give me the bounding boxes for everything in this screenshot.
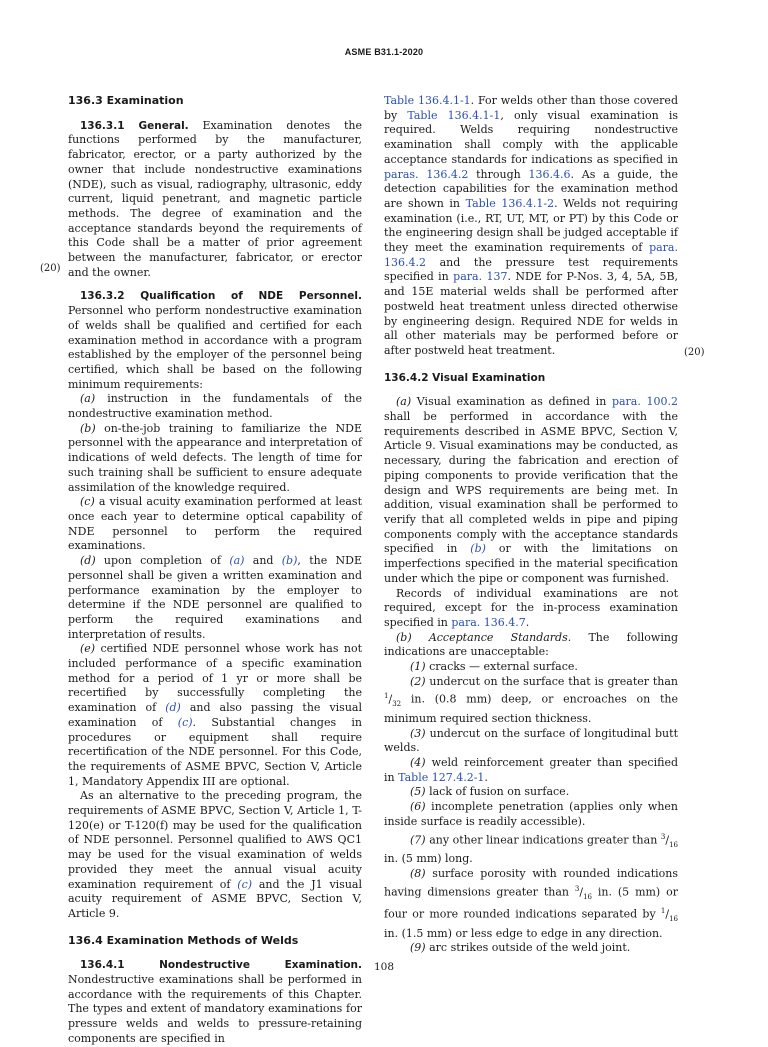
paragraph-136-3-1 — [68, 119, 362, 281]
paragraph-text: through — [468, 167, 529, 181]
list-item-e — [68, 642, 362, 789]
item-marker: (9) — [410, 941, 426, 955]
fraction-numerator: 3 — [660, 832, 666, 841]
sub-item-3 — [384, 727, 678, 756]
item-marker: (1) — [410, 660, 426, 674]
para-ref-link[interactable]: para. 136.4.7 — [451, 615, 526, 629]
page-number: 108 — [373, 961, 395, 973]
item-marker: (5) — [410, 785, 426, 799]
cross-ref-link[interactable]: (c) — [237, 877, 253, 891]
fraction-numerator: 1 — [384, 692, 389, 701]
item-text: in. (0.8 mm) deep, or encroaches on the minimum required section thickness. — [384, 693, 678, 725]
cross-ref-link[interactable]: (a) — [229, 554, 245, 568]
sub-item-2: (2) undercut on the surface that is greater than $^1/_{32}$ in. (0.8 mm) deep, or encroaches on the minimum required section thickness. — [384, 674, 678, 725]
cross-ref-link[interactable]: (b) — [470, 542, 486, 556]
heading-136-3-1: 136.3.1 General. — [80, 119, 189, 132]
table-ref-link[interactable]: Table 136.4.1-1 — [407, 108, 501, 122]
paragraph-text: shall be performed in accordance with the requirements described in ASME BPVC, Section V, Article 9. Visual examinations may be conducted, as necessary, during the fabrication and erection of piping components to provide verification that the design and WPS requirements are being met. In addition, visual examination shall be performed to verify that all completed welds in pipe and piping components comply with the acceptance standards specified in — [384, 410, 678, 556]
paragraph-text: . As a guide, the detection capabilities for the examination method are shown in — [384, 167, 678, 210]
running-header: ASME B31.1-2020 — [344, 47, 424, 57]
para-ref-link[interactable]: para. 136.4.2 — [384, 241, 678, 269]
item-text: and also passing the visual examination of — [68, 701, 362, 729]
sub-item-4 — [384, 756, 678, 785]
para-ref-link[interactable]: para. 100.2 — [611, 395, 678, 409]
paragraph-text: Personnel who perform nondestructive examination of welds shall be qualified and certified for each examination method in accordance with a program established by the employer of the personnel being certified, which shall be based on the following minimum requirements: — [68, 304, 362, 391]
right-column — [384, 94, 678, 956]
fraction-numerator: 1 — [660, 907, 666, 916]
item-text: undercut on the surface that is greater than — [425, 674, 678, 688]
item-marker: (a) — [80, 392, 96, 406]
fraction-denominator: 16 — [669, 914, 678, 923]
item-text: , the NDE personnel shall be given a written examination and performance examination by the employer to determine if the NDE personnel are qualified to perform the required examinations and interpretation of results. — [68, 554, 362, 641]
sub-item-7: (7) any other linear indications greater than $^3/_{16}$ in. (5 mm) long. — [384, 832, 678, 866]
revision-margin-note-right: (20) — [684, 347, 705, 358]
paragraph-text: . For welds other than those covered by — [384, 94, 678, 122]
section-heading-136-3: 136.3 Examination — [68, 94, 184, 107]
item-marker: (d) — [80, 554, 96, 568]
sub-item-1 — [384, 660, 678, 675]
item-text: instruction in the fundamentals of the nondestructive examination method. — [68, 392, 362, 421]
item-text: upon completion of — [95, 554, 230, 568]
para-ref-link[interactable]: paras. 136.4.2 — [384, 167, 469, 181]
section-heading-136-4: 136.4 Examination Methods of Welds — [68, 933, 299, 947]
item-text: in. (5 mm) long. — [384, 852, 473, 866]
item-text: . Substantial changes in procedures or equipment shall require recertification of the NDE personnel. For this Code, the requirements of ASME BPVC, Section V, Article 1, Mandatory Appendix III are optional. — [68, 715, 362, 788]
sub-item-5 — [384, 785, 678, 800]
paragraph-text: and the pressure test requirements specified in — [384, 255, 678, 284]
item-marker: (b) — [80, 421, 96, 435]
heading-136-4-1: 136.4.1 Nondestructive Examination. — [80, 959, 362, 972]
fraction-denominator: 16 — [583, 892, 592, 901]
left-column — [68, 94, 362, 1047]
paragraph-text: . NDE for P-Nos. 3, 4, 5A, 5B, and 15E material welds shall be performed after postweld heat treatment unless directed otherwise by engineering design. Required NDE for welds in all other materials may be performed before or after postweld heat treatment. — [384, 270, 679, 357]
fraction-denominator: 32 — [392, 700, 402, 709]
paragraph-text: . Welds not requiring examination (i.e., RT, UT, MT, or PT) by this Code or the engineering design shall be judged acceptable if they meet the examination requirements of — [384, 196, 678, 255]
paragraph-alternative — [68, 789, 362, 921]
item-marker: (8) — [410, 866, 426, 880]
item-text: . — [484, 770, 488, 784]
cross-ref-link[interactable]: (c) — [177, 715, 193, 729]
item-marker: (4) — [410, 756, 426, 770]
paragraph-records — [384, 587, 678, 631]
section-heading-136-4-2: 136.4.2 Visual Examination — [384, 371, 546, 384]
item-text: on-the-job training to familiarize the NDE personnel with the appearance and interpretation of indications of weld defects. The length of time for such training shall be sufficient to ensure adequate assimilation of the knowledge required. — [68, 421, 362, 494]
sub-item-8: (8) surface porosity with rounded indications having dimensions greater than $^3/_{16}$ in. (5 mm) or four or more rounded indications separated by $^1/_{16}$ in. (1.5 mm) or less edge to edge in any direction. — [384, 866, 678, 940]
item-text: certified NDE personnel whose work has not included performance of a specific examination method for a period of 1 yr or more shall be recertified by successfully completing the examination of — [68, 642, 362, 715]
item-marker: (2) — [410, 674, 426, 688]
paragraph-text: or with the limitations on imperfections specified in the material specification under which the pipe or component was furnished. — [384, 542, 679, 585]
fraction-numerator: 3 — [574, 884, 580, 893]
paragraph-text: Visual examination as defined in — [411, 395, 612, 409]
item-text: lack of fusion on surface. — [425, 785, 570, 799]
list-item-c — [68, 495, 362, 554]
revision-margin-note-left: (20) — [40, 263, 61, 274]
item-marker: (c) — [80, 495, 95, 509]
list-item-d — [68, 554, 362, 642]
table-ref-link[interactable]: Table 136.4.1-2 — [465, 196, 555, 210]
item-text: surface porosity with rounded indications having dimensions greater than — [384, 866, 678, 899]
sub-item-6 — [384, 800, 678, 829]
table-ref-link[interactable]: Table 136.4.1-1 — [384, 94, 471, 107]
item-marker: (e) — [80, 642, 96, 656]
list-item-b — [68, 422, 362, 496]
item-marker: (6) — [410, 800, 426, 814]
list-item-a — [68, 392, 362, 421]
item-text: in. (1.5 mm) or less edge to edge in any direction. — [384, 926, 663, 940]
paragraph-text: Records of individual examinations are not required, except for the in-process examination specified in — [384, 586, 678, 629]
para-ref-link[interactable]: 136.4.6 — [528, 167, 571, 181]
para-ref-link[interactable]: para. 137 — [453, 270, 508, 284]
item-text: weld reinforcement greater than specified in — [384, 756, 678, 784]
item-text: a visual acuity examination performed at least once each year to determine optical capability of NDE personnel to perform the required examinations. — [68, 495, 362, 553]
paragraph-acceptance-b — [384, 631, 678, 660]
cross-ref-link[interactable]: (d) — [165, 701, 181, 715]
sub-item-9 — [384, 941, 678, 956]
cross-ref-link[interactable]: (b) — [281, 554, 298, 568]
paragraph-text: The following indications are unacceptable: — [384, 630, 678, 659]
item-text: undercut on the surface of longitudinal butt welds. — [384, 726, 678, 755]
paragraph-text: As an alternative to the preceding program, the requirements of ASME BPVC, Section V, Article 1, T-120(e) or T-120(f) may be used for the qualification of NDE personnel. Personnel qualified to AWS QC1 may be used for the visual examination of welds provided they meet the annual visual acuity examination requirement of — [68, 789, 362, 891]
fraction-denominator: 16 — [669, 840, 678, 849]
acceptance-standards-title: Acceptance Standards. — [411, 630, 572, 644]
paragraph-visual-a — [384, 395, 678, 586]
paragraph-text: and the J1 visual acuity requirement of ASME BPVC, Section V, Article 9. — [68, 877, 362, 920]
paragraph-136-3-2 — [68, 289, 362, 392]
item-marker: (a) — [396, 395, 412, 409]
item-text: and — [244, 554, 282, 568]
paragraph-text: , only visual examination is required. Welds requiring nondestructive examination shall comply with the applicable acceptance standards for indications as specified in — [384, 108, 678, 166]
paragraph-text: . — [525, 615, 530, 629]
paragraph-text: Examination denotes the functions performed by the manufacturer, fabricator, erector, or a party authorized by the owner that include nondestructive examinations (NDE), such as visual, radiography, ultrasonic, eddy current, liquid penetrant, and magnetic particle methods. The degree of examination and the acceptance standards beyond the requirements of this Code shall be a matter of prior agreement between the manufacturer, fabricator, or erector and the owner. — [68, 118, 362, 279]
item-marker: (3) — [410, 726, 426, 740]
item-text: in. (5 mm) or four or more rounded indications separated by — [384, 885, 678, 921]
item-text: incomplete penetration (applies only when inside surface is readily accessible). — [384, 800, 678, 828]
item-text: arc strikes outside of the weld joint. — [425, 941, 631, 955]
item-text: cracks — external surface. — [425, 660, 578, 674]
heading-136-3-2: 136.3.2 Qualification of NDE Personnel. — [80, 290, 362, 303]
paragraph-text: Nondestructive examinations shall be performed in accordance with the requirements of this Chapter. The types and extent of mandatory examinations for pressure welds and welds to pressure-retaining components are specified in — [68, 973, 362, 1045]
item-marker: (7) — [410, 833, 426, 847]
table-ref-link[interactable]: Table 127.4.2-1 — [398, 770, 485, 784]
item-marker: (b) — [396, 630, 412, 644]
item-text: any other linear indications greater than — [425, 833, 661, 847]
paragraph-136-4-1-continued — [384, 94, 678, 359]
